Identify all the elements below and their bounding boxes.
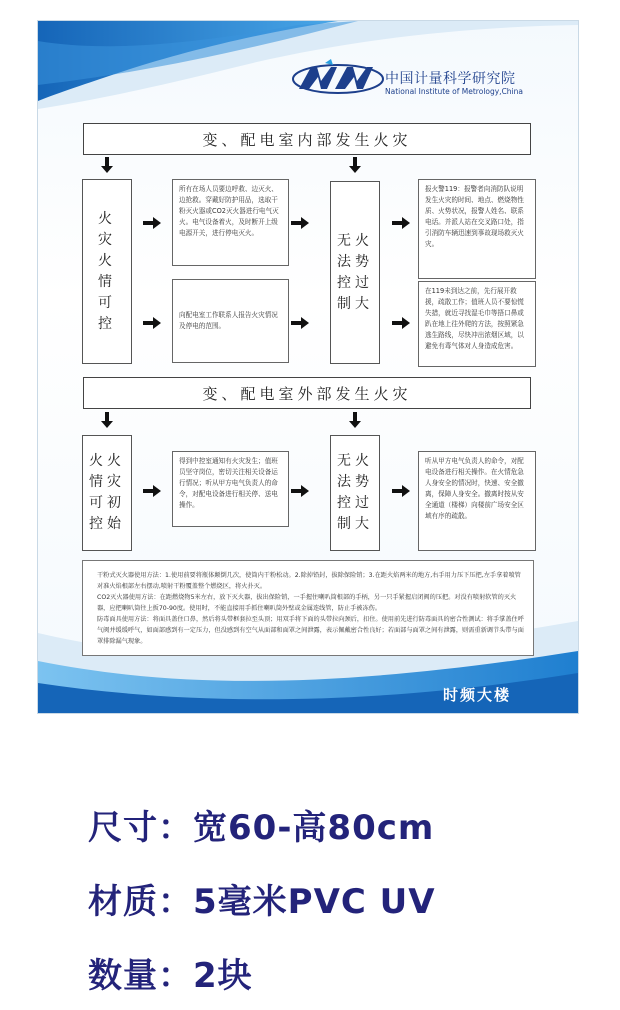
section2-right-text: 听从甲方电气负责人的命令，对配电设备进行相关操作。在火情危急人身安全的情况时，快速、安全撤离，保障人身安全。撤离时按从安全通道（楼梯）向楼前广场安全区域有序的疏散。 [418,451,536,551]
section2-mid-box [330,435,380,551]
arrow-right-icon [143,317,161,329]
arrow-right-icon [143,217,161,229]
section1-left-bottom-text: 向配电室工作联系人报告火灾情况及停电的范围。 [172,279,289,363]
arrow-down-icon [349,157,361,173]
section2-mid-label: 无火法势控过制大 [337,453,373,532]
spec-size: 尺寸：宽60-高80cm [88,808,435,848]
section1-mid-box [330,181,380,364]
section1-mid-label: 无火法势控过制大 [337,232,373,312]
section2-left-text: 得到中控室通知有火灾发生；值班员坚守岗位，密切关注相关设备运行情况；听从甲方电气负责人的命令，对配电设备进行相关停、送电操作。 [172,451,289,527]
arrow-right-icon [392,217,410,229]
section1-left-top-text: 所有在场人员要边呼救、边灭火、边抢救。穿戴好防护用品，选取干粉灭火器或CO2灭火器进行电气灭火。电气设备着火，及时断开上级电源开关，进行停电灭火。 [172,179,289,266]
nim-logo-icon [291,59,385,95]
arrow-right-icon [392,485,410,497]
section1-right-top-text: 报火警119：报警者向消防队说明发生火灾的时间、地点、燃烧物性质、火势状况，报警人姓名、联系电话。并派人站在交叉路口处，指引消防车辆迅速到事故现场救灭火灾。 [418,179,536,279]
section2-left-box [82,435,132,551]
section1-left-box [82,179,132,364]
arrow-right-icon [392,317,410,329]
organization-name: 中国计量科学研究院 [385,71,516,87]
arrow-right-icon [291,485,309,497]
section1-left-label: 火灾火情可控 [98,210,116,332]
arrow-right-icon [291,317,309,329]
spec-quantity: 数量：2块 [88,956,253,996]
arrow-down-icon [101,412,113,428]
section2-left-label: 火火情灾可初控始 [89,453,125,532]
notes-co2-extinguisher: CO2灭火器使用方法：在距燃烧物5米左右，放下灭火器，拔出保险销，一手握住喇叭筒根部的手柄，另一只手紧握启闭阀的压把。对没有喷射软管的灭火器，应把喇叭筒往上扳70-90度。使用时，不能直接用手抓住喇叭筒外壁或金属连线管，防止手被冻伤。 [97,594,517,612]
safety-poster [37,20,579,714]
section1-right-bottom-text: 在119未到达之前，先行展开救援，疏散工作；值班人员不要惊慌失措，就近寻找湿毛巾等捂口鼻或趴在地上往外爬的方法，按照紧急逃生路线，尽快冲出浓烟区域，以避免有毒气体对人身造成危害。 [418,281,536,367]
section2-title: 变、配电室外部发生火灾 [83,377,531,409]
section1-title: 变、配电室内部发生火灾 [83,123,531,155]
arrow-down-icon [101,157,113,173]
usage-notes [82,560,534,656]
spec-material: 材质：5毫米PVC UV [88,882,436,922]
arrow-right-icon [143,485,161,497]
arrow-right-icon [291,217,309,229]
notes-powder-extinguisher: 干粉式灭火器使用方法：1.使用前要将瓶体颠倒几次，使筒内干粉松动。2.除掉铅封，拔除保险销；3.在距火焰两米的地方,右手用力压下压把,左手拿着喷管对准火焰根部左右摆动,喷射干粉覆盖整个燃烧区，将火扑灭。 [97,572,521,590]
arrow-down-icon [349,412,361,428]
building-name: 时频大楼 [443,686,512,704]
notes-gas-mask: 防毒面具使用方法：将面具盖住口鼻，然后将头带框套拉至头顶；用双手将下面的头带拉向颈后，扣住。使用前先进行防毒面具的密合性测试：将手掌盖住呼气阀并缓缓呼气，如面部感到有一定压力，但没感到有空气从面部和面罩之间泄露，表示佩戴密合性良好；若面部与面罩之间有泄露，则需重新调节头带与面罩排除漏气现象。 [97,616,524,645]
organization-name-english: National Institute of Metrology,China [385,87,523,96]
